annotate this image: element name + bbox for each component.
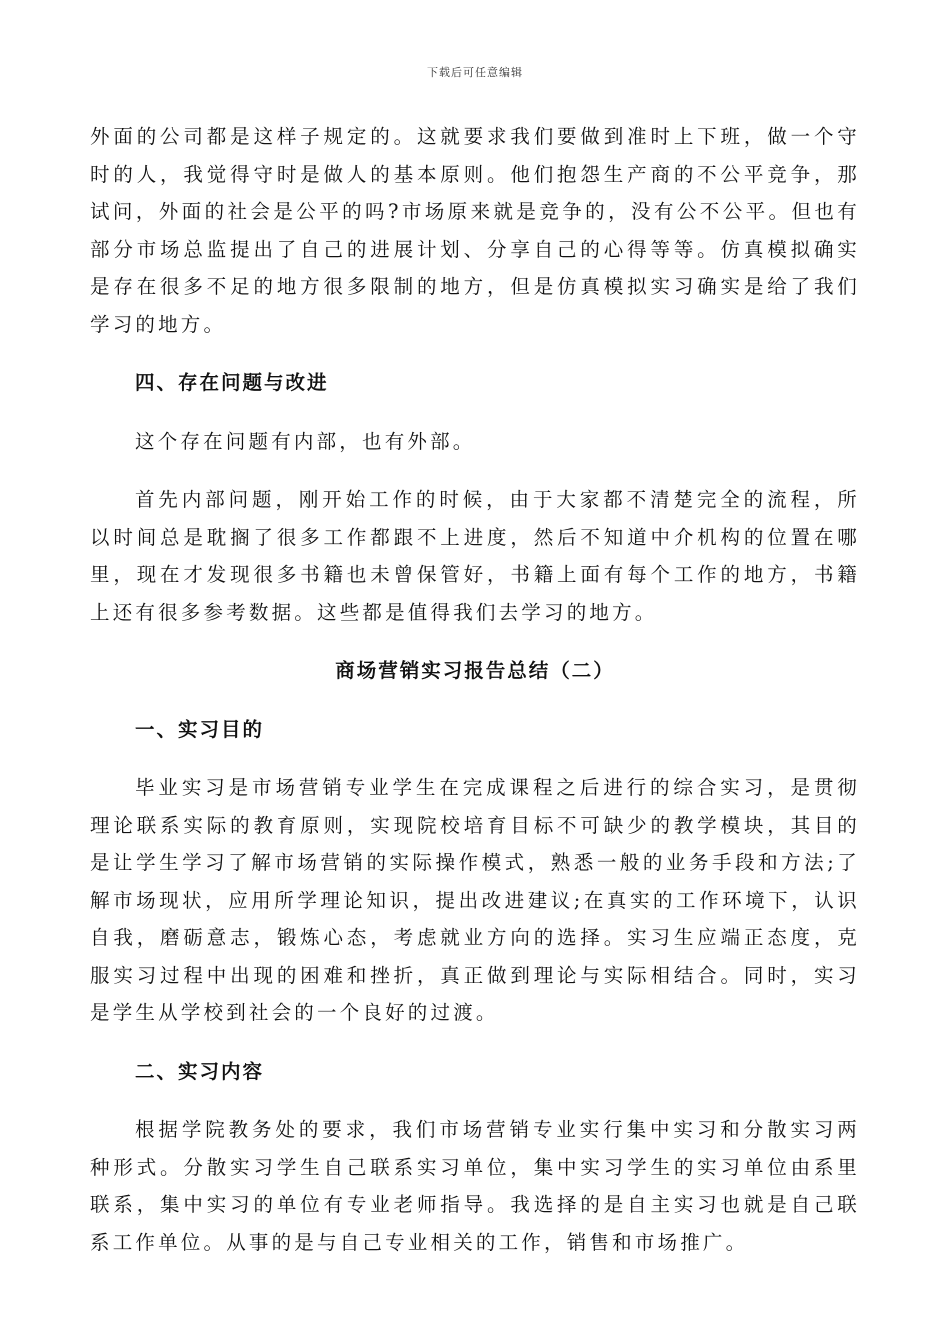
spacer <box>90 748 860 769</box>
spacer <box>90 402 860 423</box>
paragraph-problems-intro: 这个存在问题有内部，也有外部。 <box>135 429 476 453</box>
section-heading-problems: 四、存在问题与改进 <box>135 371 329 394</box>
document-body <box>90 118 860 1261</box>
spacer <box>90 343 860 364</box>
paragraph-internal-problems: 首先内部问题，刚开始工作的时候，由于大家都不清楚完全的流程，所以时间总是耽搁了很多工作都跟不上进度，然后不知道中介机构的位置在哪里，现在才发现很多书籍也未曾保管好，书籍上面有每个工作的地方，书籍上还有很多参考数据。这些都是值得我们去学习的地方。 <box>90 488 860 624</box>
paragraph-purpose: 毕业实习是市场营销专业学生在完成课程之后进行的综合实习，是贯彻理论联系实际的教育原则，实现院校培育目标不可缺少的教学模块，其目的是让学生学习了解市场营销的实际操作模式，熟悉一般的业务手段和方法;了解市场现状，应用所学理论知识，提出改进建议;在真实的工作环境下，认识自我，磨砺意志，锻炼心态，考虑就业方向的选择。实习生应端正态度，克服实习过程中出现的困难和挫折，真正做到理论与实际相结合。同时，实习是学生从学校到社会的一个良好的过渡。 <box>90 776 860 1024</box>
paragraph-content: 根据学院教务处的要求，我们市场营销专业实行集中实习和分散实习两种形式。分散实习学生自己联系实习单位，集中实习学生的实习单位由系里联系，集中实习的单位有专业老师指导。我选择的是自主实习也就是自己联系工作单位。从事的是与自己专业相关的工作，销售和市场推广。 <box>90 1118 860 1254</box>
spacer <box>90 460 860 481</box>
spacer <box>90 631 860 652</box>
section-heading-content: 二、实习内容 <box>135 1059 265 1083</box>
spacer <box>90 690 860 711</box>
document-title: 商场营销实习报告总结（二） <box>335 659 615 682</box>
spacer <box>90 1032 860 1053</box>
paragraph-continued: 外面的公司都是这样子规定的。这就要求我们要做到准时上下班，做一个守时的人，我觉得守时是做人的基本原则。他们抱怨生产商的不公平竞争，那试问，外面的社会是公平的吗?市场原来就是竞争的，没有公不公平。但也有部分市场总监提出了自己的进展计划、分享自己的心得等等。仿真模拟确实是存在很多不足的地方很多限制的地方，但是仿真模拟实习确实是给了我们学习的地方。 <box>90 125 860 336</box>
spacer <box>90 1090 860 1111</box>
section-heading-purpose: 一、实习目的 <box>135 717 265 741</box>
page-header: 下载后可任意编辑 <box>427 66 523 79</box>
